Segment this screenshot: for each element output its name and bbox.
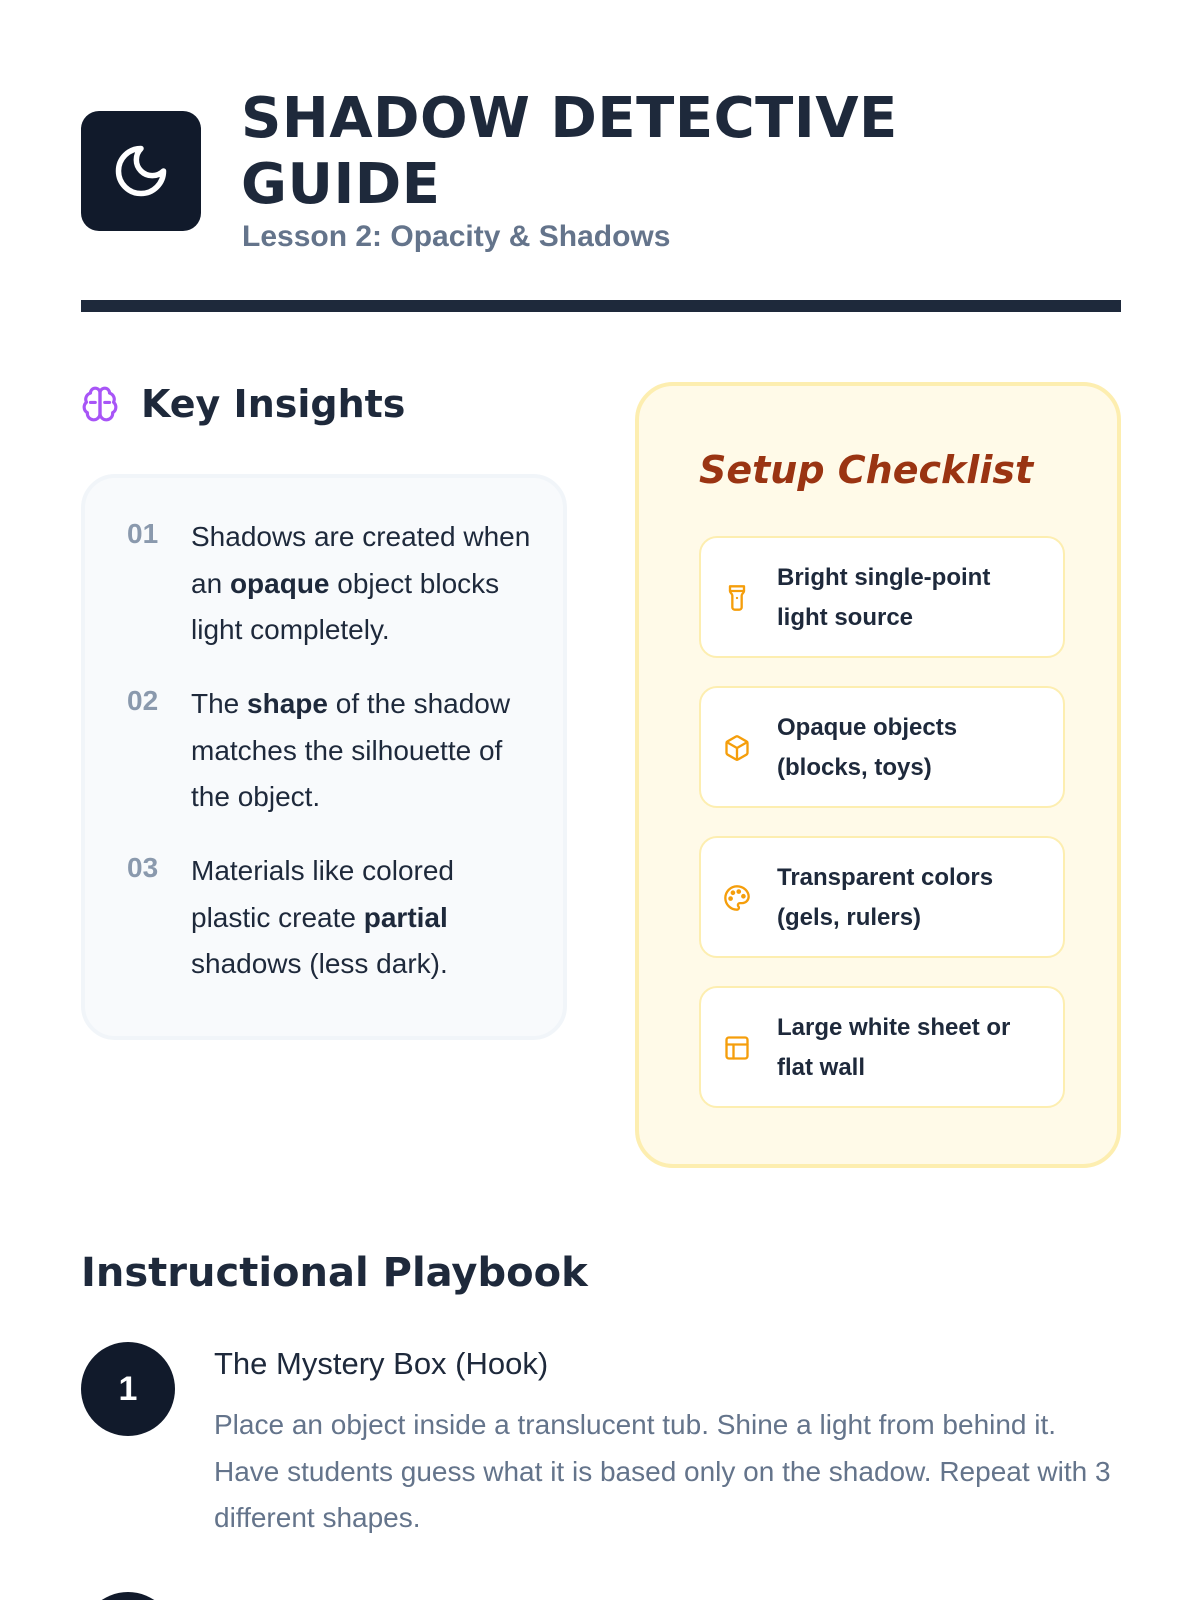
setup-checklist-card <box>635 382 1121 1168</box>
insight-number: 03 <box>127 852 159 883</box>
palette-icon <box>723 884 751 912</box>
insight-number: 01 <box>127 518 159 549</box>
insight-number: 02 <box>127 685 159 716</box>
checklist-item <box>699 536 1065 658</box>
playbook-heading: Instructional Playbook <box>81 1250 588 1296</box>
insight-item <box>127 848 531 988</box>
checklist-item-label: Bright single-point light source <box>777 564 991 631</box>
flashlight-icon <box>723 584 751 612</box>
checklist-item <box>699 986 1065 1108</box>
key-insights-title: Key Insights <box>141 382 406 426</box>
key-insights-card <box>81 474 567 1040</box>
step-number-badge <box>81 1592 175 1600</box>
insight-text: Materials like colored plastic create partial shadows (less dark). <box>191 855 454 979</box>
step-title: The Mystery Box (Hook) <box>214 1346 549 1381</box>
layout-icon <box>723 1034 751 1062</box>
step-description: Place an object inside a translucent tub. Shine a light from behind it. Have students guess what it is based only on the shadow. Repeat with 3 different shapes. <box>214 1409 1111 1533</box>
insight-text: Shadows are created when an opaque object blocks light completely. <box>191 521 531 645</box>
checklist-item-label: Opaque objects (blocks, toys) <box>777 714 958 781</box>
key-insights-heading <box>81 382 405 426</box>
brain-icon <box>81 385 119 423</box>
logo <box>81 111 201 231</box>
page-title: SHADOW DETECTIVE GUIDE <box>241 86 898 217</box>
checklist-item <box>699 686 1065 808</box>
insight-text: The shape of the shadow matches the silhouette of the object. <box>191 688 511 812</box>
checklist-title: Setup Checklist <box>699 448 1034 492</box>
checklist-item <box>699 836 1065 958</box>
checklist-item-label: Large white sheet or flat wall <box>777 1014 1011 1081</box>
page-subtitle: Lesson 2: Opacity & Shadows <box>242 220 671 253</box>
checklist-item-label: Transparent colors (gels, rulers) <box>777 864 994 931</box>
header-divider <box>81 300 1121 312</box>
step-number-badge: 1 <box>81 1342 175 1436</box>
insight-item <box>127 514 531 654</box>
cube-icon <box>723 734 751 762</box>
insight-item <box>127 681 531 821</box>
moon-icon <box>111 141 171 201</box>
